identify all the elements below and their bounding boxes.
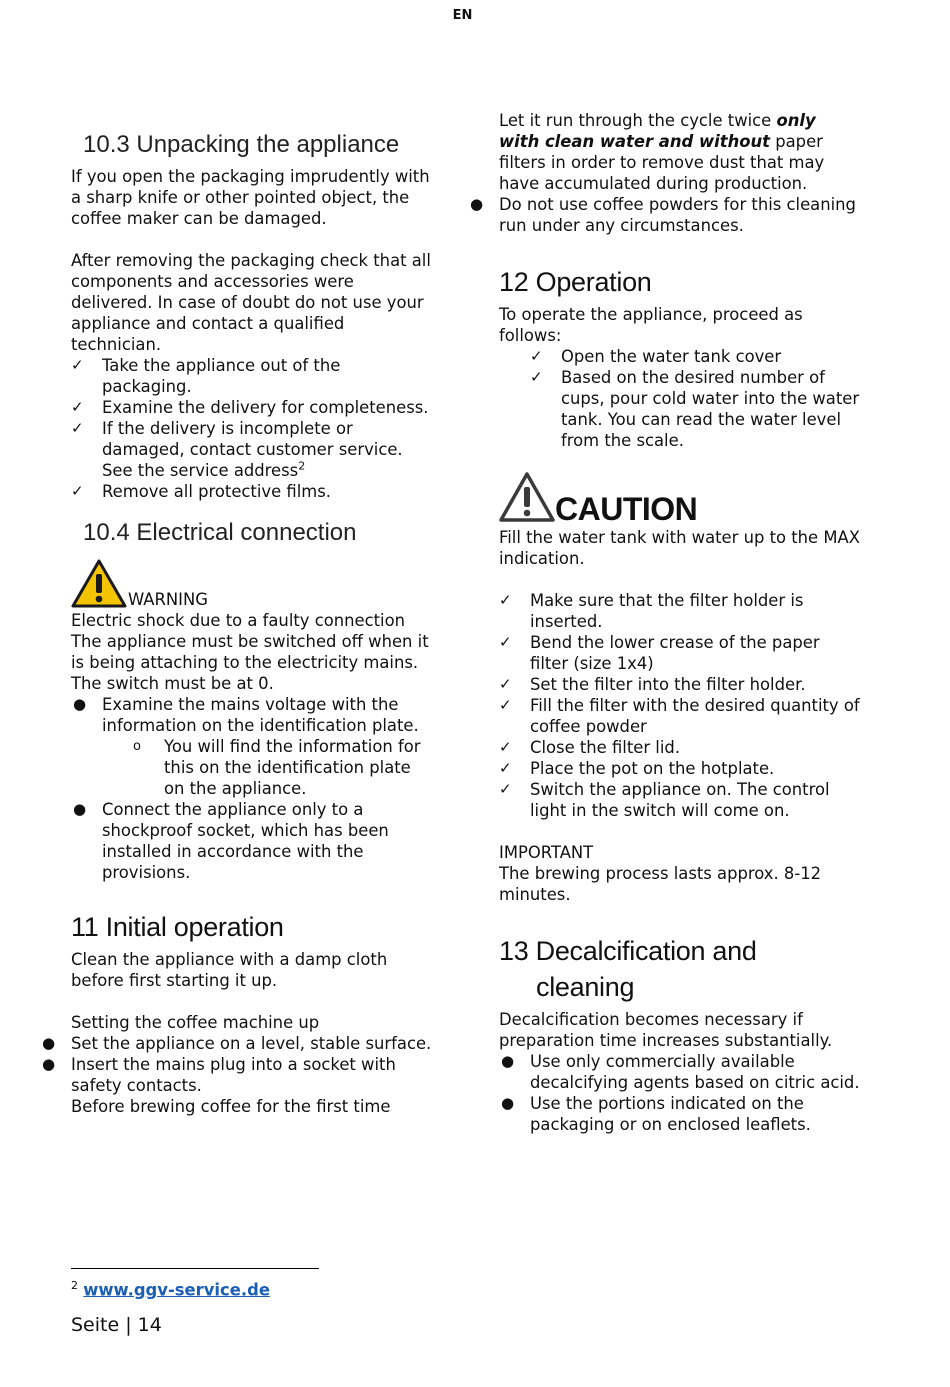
section-10-4-heading: 10.4 Electrical connection bbox=[83, 519, 357, 546]
check-mark-icon: ✓ bbox=[499, 780, 512, 798]
check-mark-icon: ✓ bbox=[499, 738, 512, 756]
bullet-list bbox=[71, 694, 433, 736]
footnote-separator bbox=[71, 1268, 319, 1269]
list-item: ✓ Based on the desired number of cups, pour cold water into the water tank. You can read the water level from the scale. bbox=[530, 368, 860, 450]
bullet-list bbox=[470, 194, 861, 236]
list-item: ● Use only commercially available decalcifying agents based on citric acid. bbox=[501, 1052, 860, 1092]
warning-triangle-icon bbox=[71, 559, 127, 609]
list-item: ✓ Switch the appliance on. The control light in the switch will come on. bbox=[499, 780, 830, 820]
section-10-3-heading: 10.3 Unpacking the appliance bbox=[83, 131, 400, 158]
checklist bbox=[499, 590, 861, 821]
check-mark-icon: ✓ bbox=[499, 675, 512, 693]
footnote bbox=[71, 1279, 270, 1299]
circle-bullet-icon: o bbox=[133, 739, 141, 754]
list-item: ✓ Bend the lower crease of the paper filter (size 1x4) bbox=[499, 633, 820, 673]
list-item: ✓ Take the appliance out of the packaging. bbox=[71, 356, 341, 396]
list-item: ✓ Remove all protective films. bbox=[71, 482, 331, 501]
caution-triangle-icon bbox=[499, 471, 555, 523]
sub-bullet-list bbox=[71, 736, 433, 799]
check-mark-icon: ✓ bbox=[71, 482, 84, 500]
section-13-heading: 13 Decalcification and cleaning bbox=[499, 936, 757, 1002]
check-mark-icon: ✓ bbox=[71, 356, 84, 374]
list-item: ✓ Close the filter lid. bbox=[499, 738, 681, 757]
list-item: ● Insert the mains plug into a socket with safety contacts. bbox=[42, 1055, 396, 1095]
warning-block bbox=[71, 557, 433, 610]
list-item: ✓ Place the pot on the hotplate. bbox=[499, 759, 775, 778]
list-item: ✓ Set the filter into the filter holder. bbox=[499, 675, 806, 694]
paragraph: Before brewing coffee for the first time bbox=[71, 1097, 391, 1116]
check-mark-icon: ✓ bbox=[530, 368, 543, 386]
paragraph: Decalcification becomes necessary if preparation time increases substantially. bbox=[499, 1010, 833, 1050]
paragraph: Electric shock due to a faulty connection bbox=[71, 611, 406, 630]
list-item: ● Set the appliance on a level, stable surface. bbox=[42, 1034, 432, 1053]
caution-label: CAUTION bbox=[555, 491, 698, 527]
bullet-icon: ● bbox=[42, 1034, 56, 1052]
bullet-list bbox=[499, 1051, 861, 1135]
bullet-list bbox=[42, 1033, 433, 1096]
bullet-icon: ● bbox=[470, 195, 484, 213]
caution-block bbox=[499, 471, 861, 527]
list-item: ✓ Fill the filter with the desired quantity of coffee powder bbox=[499, 696, 860, 736]
paragraph: After removing the packaging check that all components and accessories were delivered. In case of doubt do not use your appliance and contact a qualified technician. bbox=[71, 251, 431, 354]
check-mark-icon: ✓ bbox=[71, 419, 84, 437]
checklist bbox=[71, 355, 433, 502]
bullet-icon: ● bbox=[73, 800, 87, 818]
bullet-list bbox=[71, 799, 433, 883]
list-item: ● Do not use coffee powders for this cleaning run under any circumstances. bbox=[470, 195, 856, 235]
paragraph: Clean the appliance with a damp cloth before first starting it up. bbox=[71, 950, 388, 990]
warning-label: WARNING bbox=[128, 590, 208, 609]
list-item: o You will find the information for this on the identification plate on the appliance. bbox=[133, 737, 421, 798]
service-link[interactable]: www.ggv-service.de bbox=[83, 1280, 270, 1300]
check-mark-icon: ✓ bbox=[499, 696, 512, 714]
bullet-icon: ● bbox=[73, 695, 87, 713]
list-item: ✓ Open the water tank cover bbox=[530, 347, 782, 366]
important-label: IMPORTANT bbox=[499, 843, 594, 862]
paragraph: If you open the packaging imprudently with a sharp knife or other pointed object, the coffee maker can be damaged. bbox=[71, 167, 430, 228]
footnote-number: 2 bbox=[71, 1279, 78, 1292]
list-item: ✓ Examine the delivery for completeness. bbox=[71, 398, 429, 417]
list-item: ✓ Make sure that the filter holder is inserted. bbox=[499, 591, 804, 631]
paragraph: Fill the water tank with water up to the MAX indication. bbox=[499, 528, 860, 568]
left-column bbox=[42, 110, 433, 1117]
language-label: EN bbox=[452, 8, 473, 23]
list-item: ● Connect the appliance only to a shockproof socket, which has been installed in accordance with the provisions. bbox=[73, 800, 389, 882]
check-mark-icon: ✓ bbox=[499, 759, 512, 777]
bullet-icon: ● bbox=[501, 1094, 515, 1112]
checklist bbox=[499, 346, 861, 451]
check-mark-icon: ✓ bbox=[71, 398, 84, 416]
check-mark-icon: ✓ bbox=[499, 591, 512, 609]
paragraph: The appliance must be switched off when it is being attaching to the electricity mains. bbox=[71, 632, 429, 672]
section-12-heading: 12 Operation bbox=[499, 267, 652, 297]
paragraph: To operate the appliance, proceed as follows: bbox=[499, 305, 803, 345]
right-column bbox=[470, 110, 861, 1135]
paragraph: Setting the coffee machine up bbox=[71, 1013, 320, 1032]
bullet-icon: ● bbox=[501, 1052, 515, 1070]
bullet-icon: ● bbox=[42, 1055, 56, 1073]
list-item: ● Use the portions indicated on the packaging or on enclosed leaflets. bbox=[501, 1094, 811, 1134]
list-item: ● Examine the mains voltage with the information on the identification plate. bbox=[73, 695, 419, 735]
paragraph: The brewing process lasts approx. 8-12 minutes. bbox=[499, 864, 822, 904]
list-item: ✓ If the delivery is incomplete or damaged, contact customer service. See the service address$^2$ bbox=[71, 419, 403, 480]
section-11-heading: 11 Initial operation bbox=[71, 912, 284, 942]
footnote-reference[interactable]: 2 bbox=[298, 459, 306, 473]
page-number: Seite | 14 bbox=[71, 1314, 162, 1336]
check-mark-icon: ✓ bbox=[499, 633, 512, 651]
check-mark-icon: ✓ bbox=[530, 347, 543, 365]
paragraph: Let it run through the cycle twice only with clean water and without paper filters in order to remove dust that may have accumulated during production. bbox=[499, 111, 825, 193]
paragraph: The switch must be at 0. bbox=[71, 674, 274, 693]
